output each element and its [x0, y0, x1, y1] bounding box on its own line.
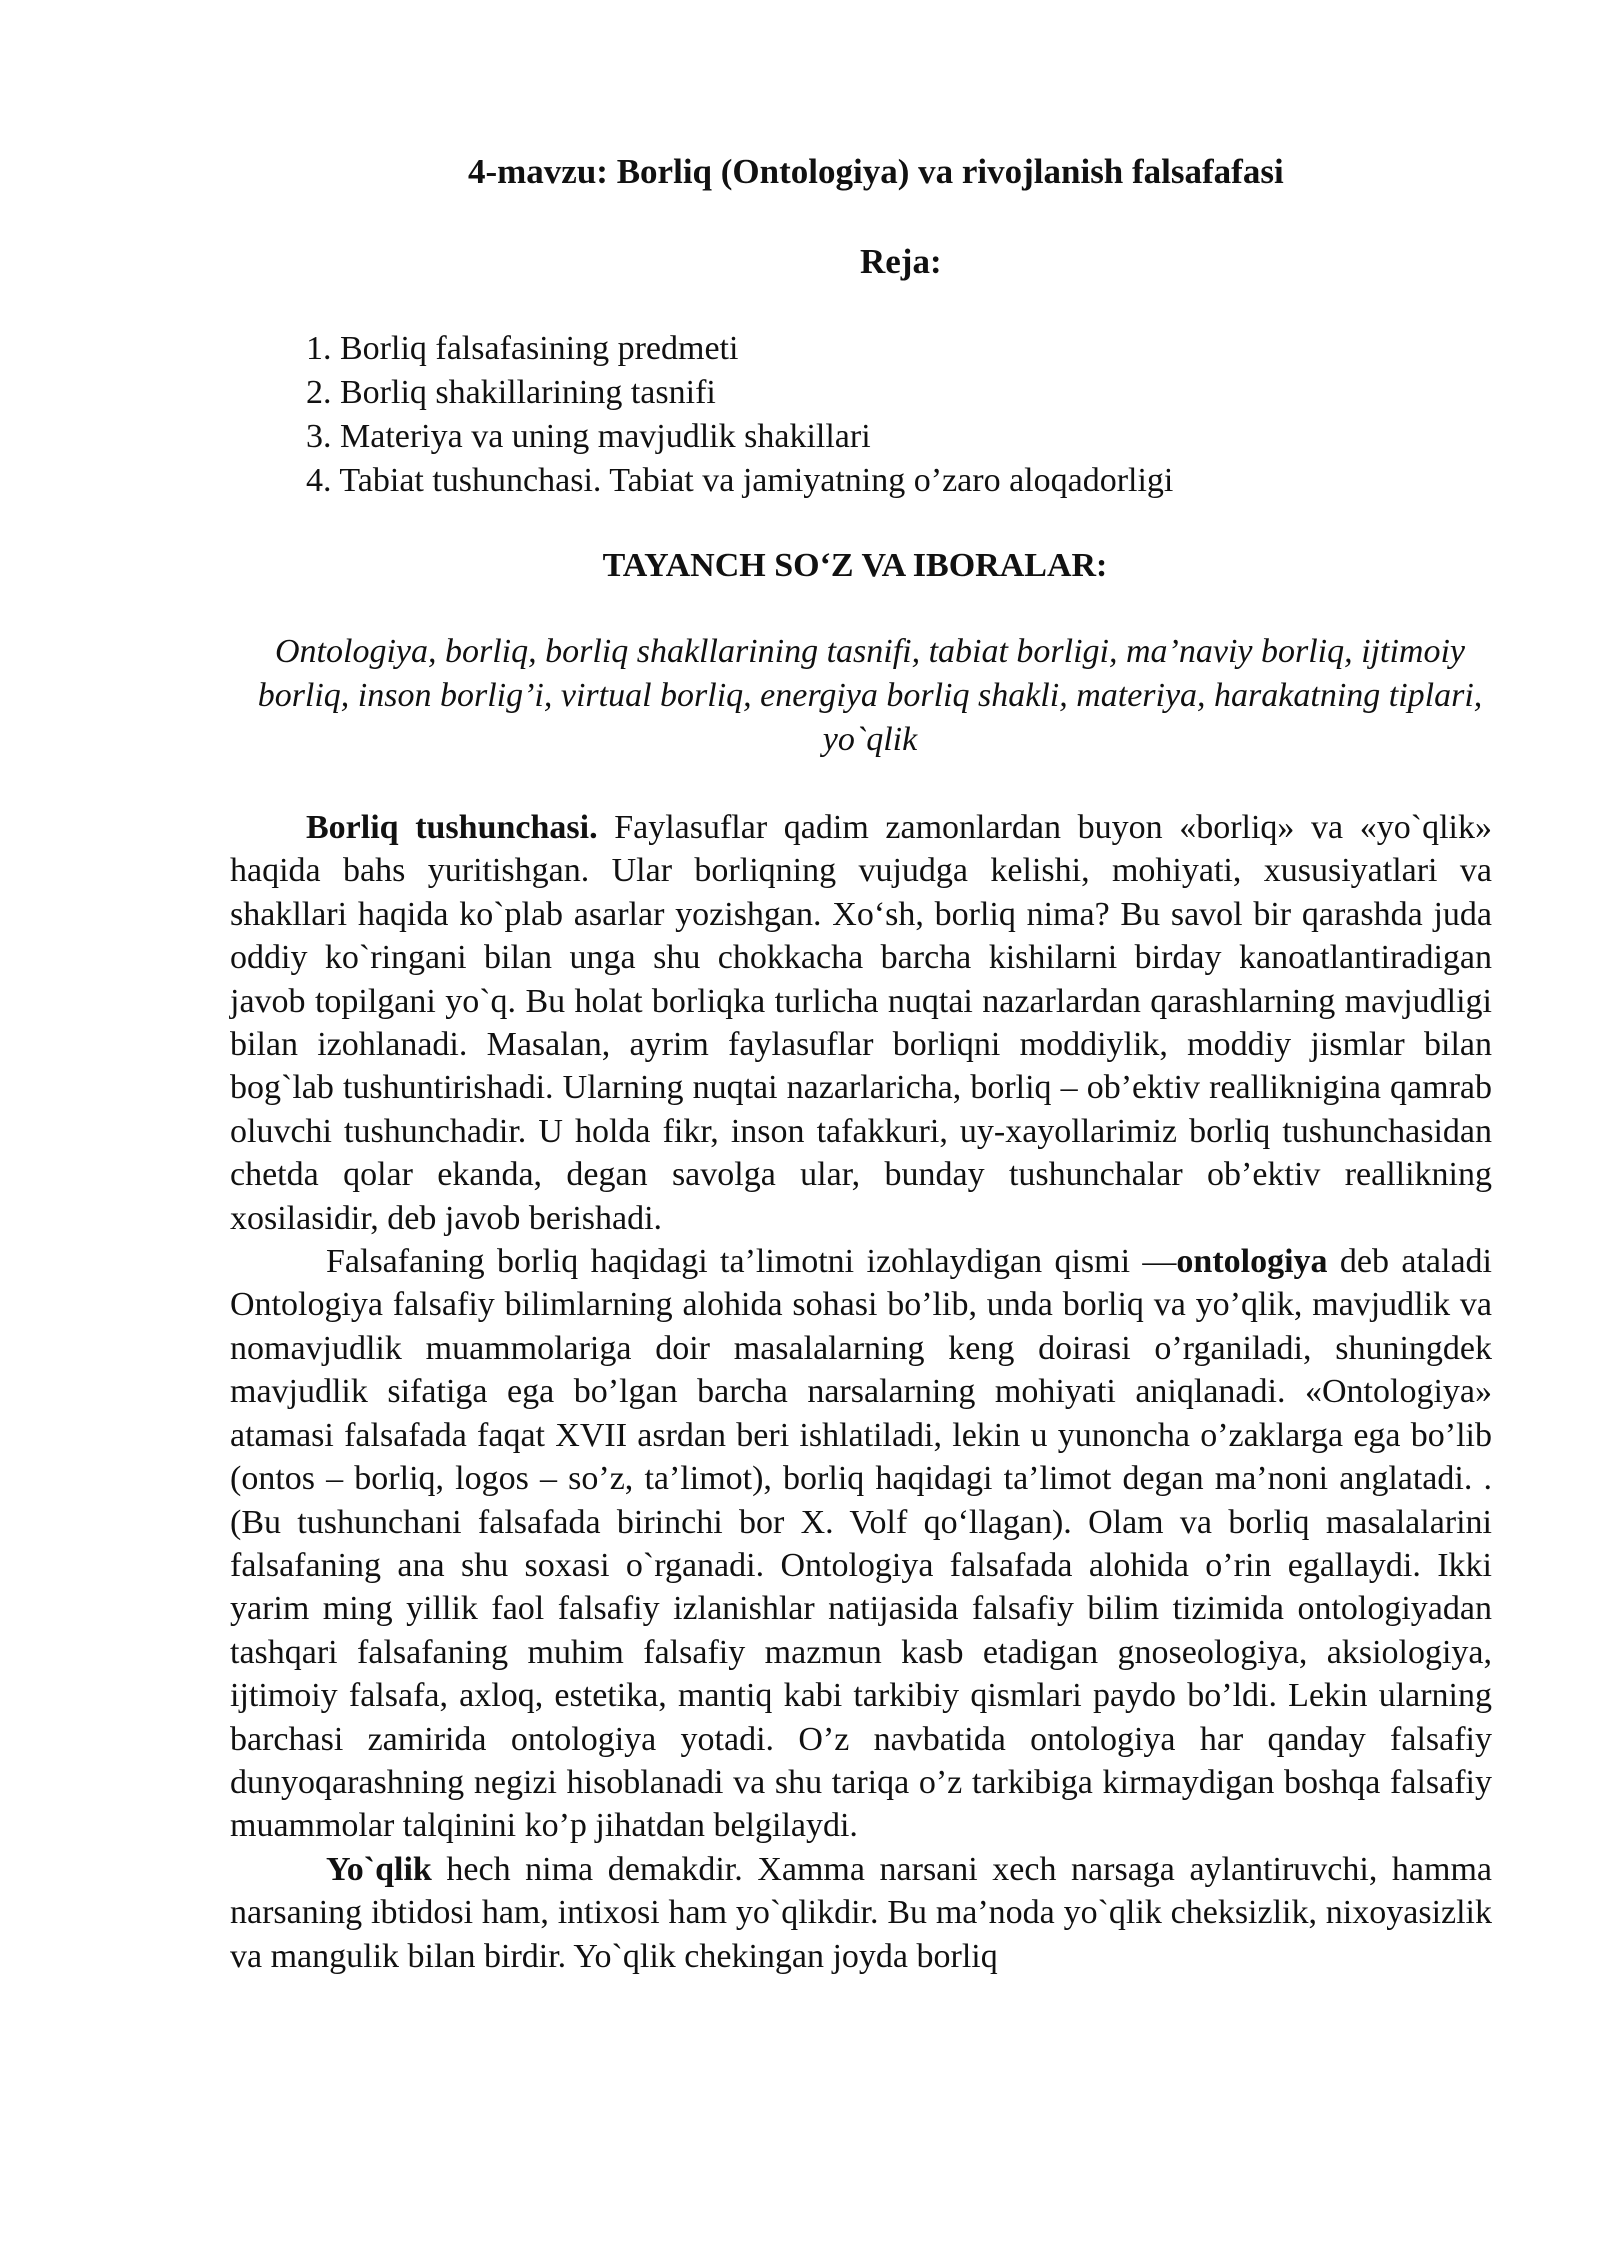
plan-heading: Reja: — [860, 242, 942, 281]
paragraph-lead: Borliq tushunchasi. — [306, 809, 598, 846]
paragraph-text: deb ataladi Ontologiya falsafiy bilimlarning alohida sohasi bo’lib, unda borliq va yo’qlik, mavjudlik va nomavjudlik muammolariga doir masalalarning keng doirasi o’rganiladi, shuningdek mavjudlik sifatiga ega bo’lgan barcha narsalarning mohiyati aniqlanadi. «Ontologiya» atamasi falsafada faqat XVII asrdan beri ishlatiladi, lekin u yunoncha o’zaklarga ega bo’lib (ontos – borliq, logos – so’z, ta’limot), borliq haqidagi ta’limot degan ma’noni anglatadi. . (Bu tushunchani falsafada birinchi bor X. Volf qo‘llagan). Olam va borliq masalalarini falsafaning ana shu soxasi o`rganadi. Ontologiya falsafada alohida o’rin egallaydi. Ikki yarim ming yillik faol falsafiy izlanishlar natijasida falsafiy bilim tizimida ontologiyadan tashqari falsafaning muhim falsafiy mazmun kasb etadigan gnoseologiya, aksiologiya, ijtimoiy falsafa, axloq, estetika, mantiq kabi tarkibiy qismlari paydo bo’ldi. Lekin ularning barchasi zamirida ontologiya yotadi. O’z navbatida ontologiya har qanday falsafiy dunyoqarashning negizi hisoblanadi va shu tariqa o’z tarkibiga kirmaydigan boshqa falsafiy muammolar talqinini ko’p jihatdan belgilaydi. — [230, 1243, 1492, 1845]
plan-item: 2. Borliq shakillarining tasnifi — [306, 374, 716, 411]
keywords-text: Ontologiya, borliq, borliq shakllarining tasnifi, tabiat borligi, ma’naviy borliq, ijtimoiy borliq, inson borlig’i, virtual borliq, energiya borliq shakli, materiya, harakatning tiplari, yo`qlik — [257, 633, 1483, 758]
plan-item: 3. Materiya va uning mavjudlik shakillari — [306, 418, 871, 455]
paragraph-yoqlik — [230, 1848, 1492, 1978]
paragraph-ontology — [230, 1240, 1492, 1848]
body-text — [230, 806, 1492, 1978]
keywords-heading: TAYANCH SO‘Z VA IBORALAR: — [602, 547, 1108, 584]
plan-list — [306, 327, 1173, 503]
document-title: 4-mavzu: Borliq (Ontologiya) va rivojlanish falsafafasi — [468, 152, 1284, 191]
paragraph-text: Faylasuflar qadim zamonlardan buyon «borliq» va «yo`qlik» haqida bahs yuritishgan. Ular borliqning vujudga kelishi, mohiyati, xususiyatlari va shakllari haqida ko`plab asarlar yozishgan. Xo‘sh, borliq nima? Bu savol bir qarashda juda oddiy ko`ringani bilan unga shu chokkacha barcha kishilarni birday kanoatlantiradigan javob topilgani yo`q. Bu holat borliqka turlicha nuqtai nazarlardan qarashlarning mavjudligi bilan izohlanadi. Masalan, ayrim faylasuflar borliqni moddiylik, moddiy jismlar bilan bog`lab tushuntirishadi. Ularning nuqtai nazarlaricha, borliq – ob’ektiv reallikniginа qamrab oluvchi tushunchadir. U holda fikr, inson tafakkuri, uy-xayollarimiz borliq tushunchasidan chetda qolar ekanda, degan savolga ular, bunday tushunchalar ob’ektiv reallikning xosilasidir, deb javob berishadi. — [230, 809, 1492, 1237]
paragraph-borliq-concept — [230, 806, 1492, 1240]
plan-item: 1. Borliq falsafasining predmeti — [306, 330, 739, 367]
paragraph-lead: Yo`qlik — [326, 1850, 432, 1888]
paragraph-text: hech nima demakdir. Xamma narsani xech narsaga aylantiruvchi, hamma narsaning ibtidosi ham, intixosi ham yo`qlikdir. Bu ma’noda yo`qlik cheksizlik, nixoyasizlik va mangulik bilan birdir. Yo`qlik chekingan joyda borliq — [230, 1850, 1492, 1975]
paragraph-text: Falsafaning borliq haqidagi ta’limotni izohlaydigan qismi — — [326, 1243, 1177, 1281]
plan-item: 4. Tabiat tushunchasi. Tabiat va jamiyatning o’zaro aloqadorligi — [306, 462, 1174, 499]
term-ontologiya: ontologiya — [1176, 1243, 1328, 1281]
